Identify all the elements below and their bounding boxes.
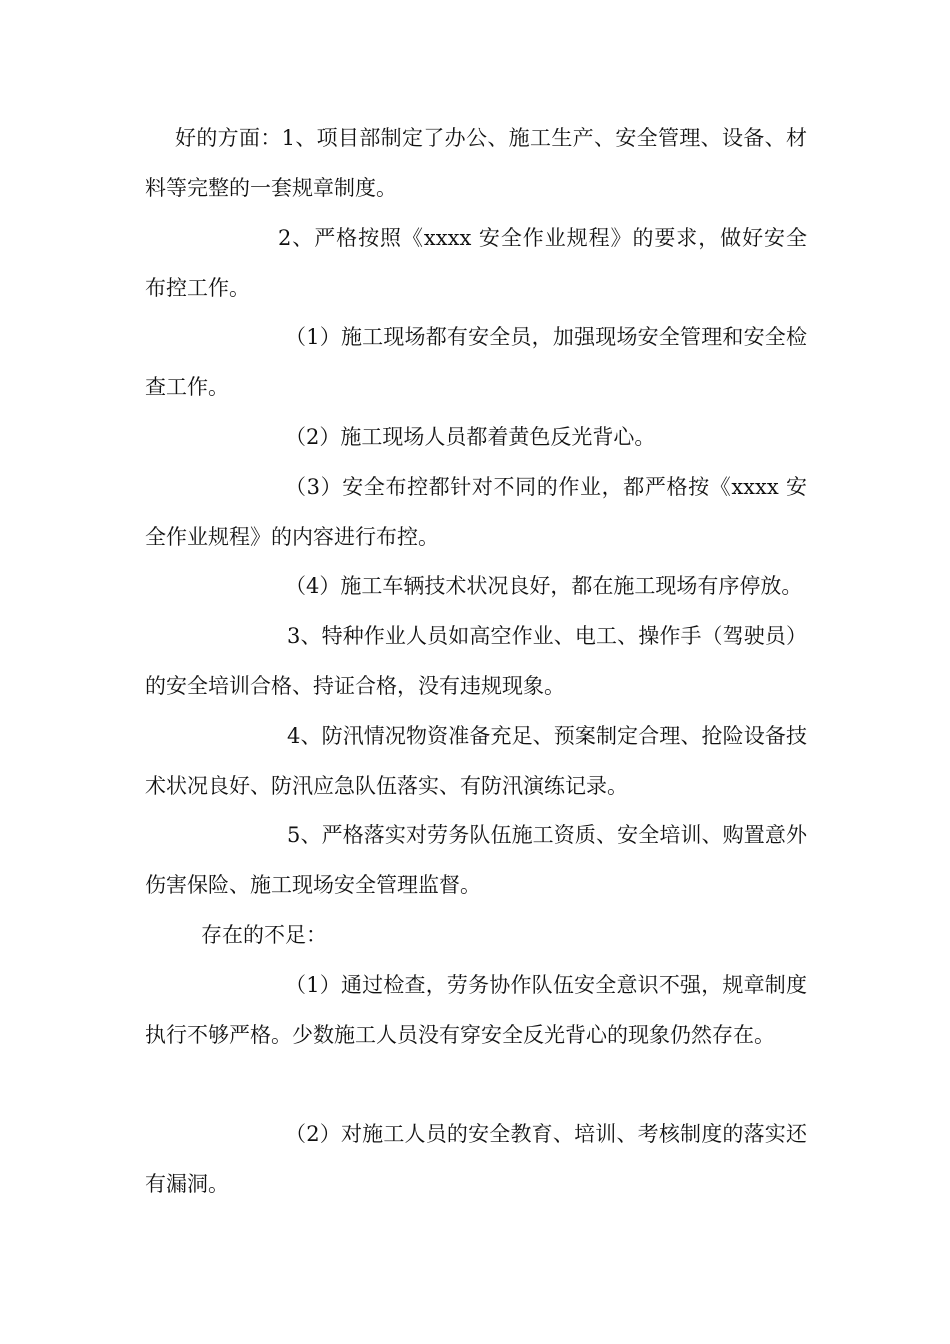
paragraph-item-2-1: （1）施工现场都有安全员，加强现场安全管理和安全检查工作。 [145, 325, 807, 399]
paragraph-good-aspects-1: 好的方面：1、项目部制定了办公、施工生产、安全管理、设备、材料等完整的一套规章制度。 [145, 126, 807, 200]
paragraph-item-2-2: （2）施工现场人员都着黄色反光背心。 [285, 425, 656, 449]
paragraph-item-2-3: （3）安全布控都针对不同的作业，都严格按《xxxx 安全作业规程》的内容进行布控。 [145, 475, 807, 549]
paragraph-good-aspects-4: 4、防汛情况物资准备充足、预案制定合理、抢险设备技术状况良好、防汛应急队伍落实、有防汛演练记录。 [145, 724, 807, 798]
paragraph-shortcoming-1: （1）通过检查，劳务协作队伍安全意识不强，规章制度执行不够严格。少数施工人员没有穿安全反光背心的现象仍然存在。 [145, 973, 807, 1047]
paragraph-shortcoming-2: （2）对施工人员的安全教育、培训、考核制度的落实还有漏洞。 [145, 1122, 807, 1196]
paragraph-good-aspects-2: 2、严格按照《xxxx 安全作业规程》的要求，做好安全布控工作。 [145, 226, 807, 300]
paragraph-good-aspects-5: 5、严格落实对劳务队伍施工资质、安全培训、购置意外伤害保险、施工现场安全管理监督。 [145, 823, 807, 897]
paragraph-item-2-4: （4）施工车辆技术状况良好，都在施工现场有序停放。 [285, 574, 803, 598]
section-heading-shortcomings: 存在的不足： [201, 923, 327, 947]
paragraph-good-aspects-3: 3、特种作业人员如高空作业、电工、操作手（驾驶员）的安全培训合格、持证合格，没有违规现象。 [145, 624, 807, 698]
